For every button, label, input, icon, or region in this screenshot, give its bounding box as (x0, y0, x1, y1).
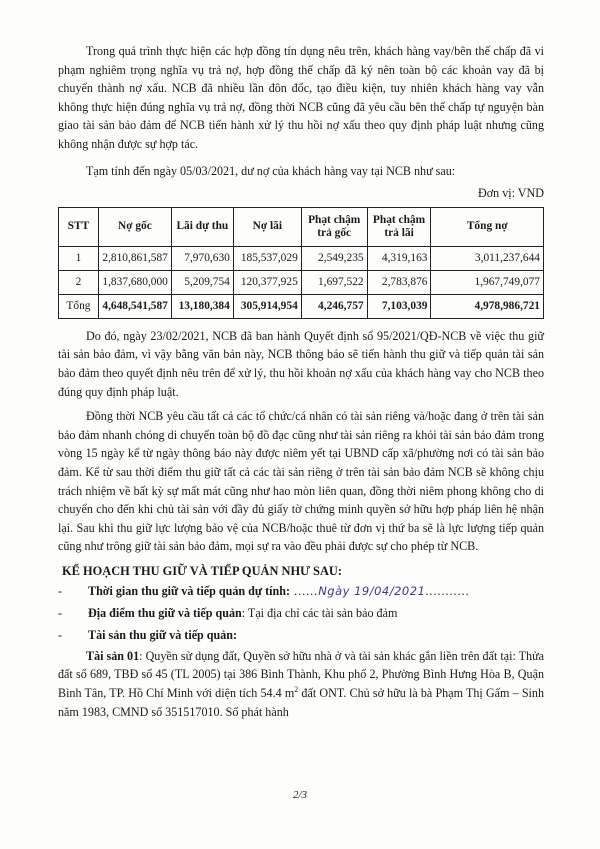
paragraph-debt-intro: Tạm tính đến ngày 05/03/2021, dư nợ của khách hàng vay tại NCB như sau: (86, 163, 456, 178)
table-cell: 4,319,163 (367, 246, 431, 270)
table-total-cell: 13,180,384 (171, 294, 233, 318)
plan-time-dots: ...... (290, 583, 319, 598)
debt-table (58, 207, 544, 319)
document-page (58, 42, 544, 721)
table-body (59, 246, 544, 318)
asset-1-text-a: : Quyền sử dụng đất, Quyền sở hữu nhà ở và tài sản khác gắn liền trên đất tại: Thửa đất số 689, TBĐ số 45 (TL 2005) tại 386 Bình Thành, Khu phố 2, Phường Bình Hưng Hòa B, Quận Bình Tân, TP. Hồ Chí Minh với diện tích 54.4 m (58, 648, 545, 701)
table-total-row (59, 294, 544, 318)
table-total-cell: 305,914,954 (233, 294, 301, 318)
table-cell: 185,537,029 (233, 246, 301, 270)
table-header-cell: Tổng nợ (431, 207, 544, 246)
table-total-cell: 4,648,541,587 (98, 294, 171, 318)
bullet-dash: - (58, 583, 63, 598)
page-number: 2/3 (292, 789, 308, 801)
table-cell: 2 (59, 270, 99, 294)
plan-time-item (58, 582, 544, 601)
table-header-cell: STT (59, 207, 99, 246)
table-cell: 120,377,925 (233, 270, 301, 294)
table-cell: 2,783,876 (367, 270, 431, 294)
plan-time-handwritten: Ngày 19/04/2021 (318, 583, 426, 598)
table-cell: 2,810,861,587 (98, 246, 171, 270)
plan-place-item (58, 604, 544, 623)
paragraph-decision: Do đó, ngày 23/02/2021, NCB đã ban hành Quyết định số 95/2021/QĐ-NCB về việc thu giữ tài sản bảo đảm, vì vậy bằng văn bản này, NCB thông báo sẽ tiến hành thu giữ và tiếp quản tài sản bảo đảm theo quyết định nêu trên để xử lý, thu hồi khoản nợ xấu của khách hàng vay cho NCB theo đúng quy định pháp luật. (58, 328, 544, 399)
plan-time-dots-after: ........... (425, 583, 470, 598)
asset-1-text-b: đất ONT. Chủ sở hữu là bà Phạm Thị Gấm – Sinh năm 1983, CMND số 351517010. Số phát hành (58, 686, 545, 719)
table-cell: 1 (59, 246, 99, 270)
table-cell: 1,697,522 (301, 270, 367, 294)
asset-1-sup: 2 (294, 685, 299, 695)
table-header-cell: Nợ gốc (98, 207, 171, 246)
table-row (59, 246, 544, 270)
asset-1-label: Tài sản 01 (86, 648, 140, 663)
plan-assets-label: Tài sản thu giữ và tiếp quản: (88, 627, 238, 642)
table-cell: 7,970,630 (171, 246, 233, 270)
asset-1-paragraph (58, 647, 544, 721)
table-cell: 2,549,235 (301, 246, 367, 270)
unit-label: Đơn vị: VND (478, 186, 544, 201)
table-header-cell: Phạt chậm trả lãi (367, 207, 431, 246)
table-total-cell: Tổng (59, 294, 99, 318)
table-header-cell: Lãi dự thu (171, 207, 233, 246)
table-total-cell: 4,978,986,721 (431, 294, 544, 318)
plan-title: KẾ HOẠCH THU GIỮ VÀ TIẾP QUẢN NHƯ SAU: (62, 563, 342, 578)
plan-assets-item (58, 626, 544, 645)
paragraph-violation: Trong quá trình thực hiện các hợp đồng tín dụng nêu trên, khách hàng vay/bên thế chấp đã vi phạm nghiêm trọng nghĩa vụ trả nợ, hợp đồng thế chấp đã ký nên toàn bộ các khoản vay đã bị chuyển thành nợ xấu. NCB đã nhiều lần đôn đốc, tạo điều kiện, tuy nhiên khách hàng vay vẫn không thực hiện đúng nghĩa vụ trả nợ, đồng thời NCB cũng đã yêu cầu bên thế chấp tự nguyện bàn giao tài sản bảo đảm để NCB tiến hành xử lý thu hồi nợ xấu theo quy định pháp luật nhưng cũng không nhận được sự hợp tác. (58, 44, 544, 151)
table-header-row (59, 207, 544, 246)
paragraph-requirement: Đồng thời NCB yêu cầu tất cả các tổ chức/cá nhân có tài sản riêng và/hoặc đang ở trên tài sản bảo đảm nhanh chóng di chuyển toàn bộ đồ đạc cũng như tài sản riêng ra khỏi tài sản bảo đảm trong vòng 15 ngày kể từ ngày thông báo này được niêm yết tại UBND cấp xã/phường nơi có tài sản bảo đảm. Kể từ sau thời điểm thu giữ tất cả các tài sản riêng ở trên tài sản bảo đảm NCB sẽ không chịu trách nhiệm về bất kỳ sự mất mát cũng như hao mòn liên quan, đồng thời niêm phong không cho di chuyển cho đến khi chủ tài sản với đầy đủ giấy tờ chứng minh quyền sở hữu hợp pháp liên hệ nhận lại. Sau khi thu giữ lực lượng bảo vệ của NCB/hoặc thuê từ đơn vị thứ ba sẽ là lực lượng tiếp quản cũng như trông giữ tài sản bảo đảm, mọi sự ra vào đều phải được sự cho phép từ NCB. (58, 409, 544, 554)
table-total-cell: 4,246,757 (301, 294, 367, 318)
plan-place-label: Địa điểm thu giữ và tiếp quản (88, 605, 242, 620)
plan-place-value: : Tại địa chỉ các tài sản bảo đảm (241, 605, 398, 620)
table-total-cell: 7,103,039 (367, 294, 431, 318)
table-cell: 5,209,754 (171, 270, 233, 294)
table-cell: 1,967,749,077 (431, 270, 544, 294)
table-row (59, 270, 544, 294)
table-cell: 1,837,680,000 (98, 270, 171, 294)
table-header-cell: Phạt chậm trả gốc (301, 207, 367, 246)
table-header-cell: Nợ lãi (233, 207, 301, 246)
bullet-dash: - (58, 605, 63, 620)
bullet-dash: - (58, 627, 63, 642)
table-cell: 3,011,237,644 (431, 246, 544, 270)
plan-time-label: Thời gian thu giữ và tiếp quản dự tính: (88, 583, 291, 598)
